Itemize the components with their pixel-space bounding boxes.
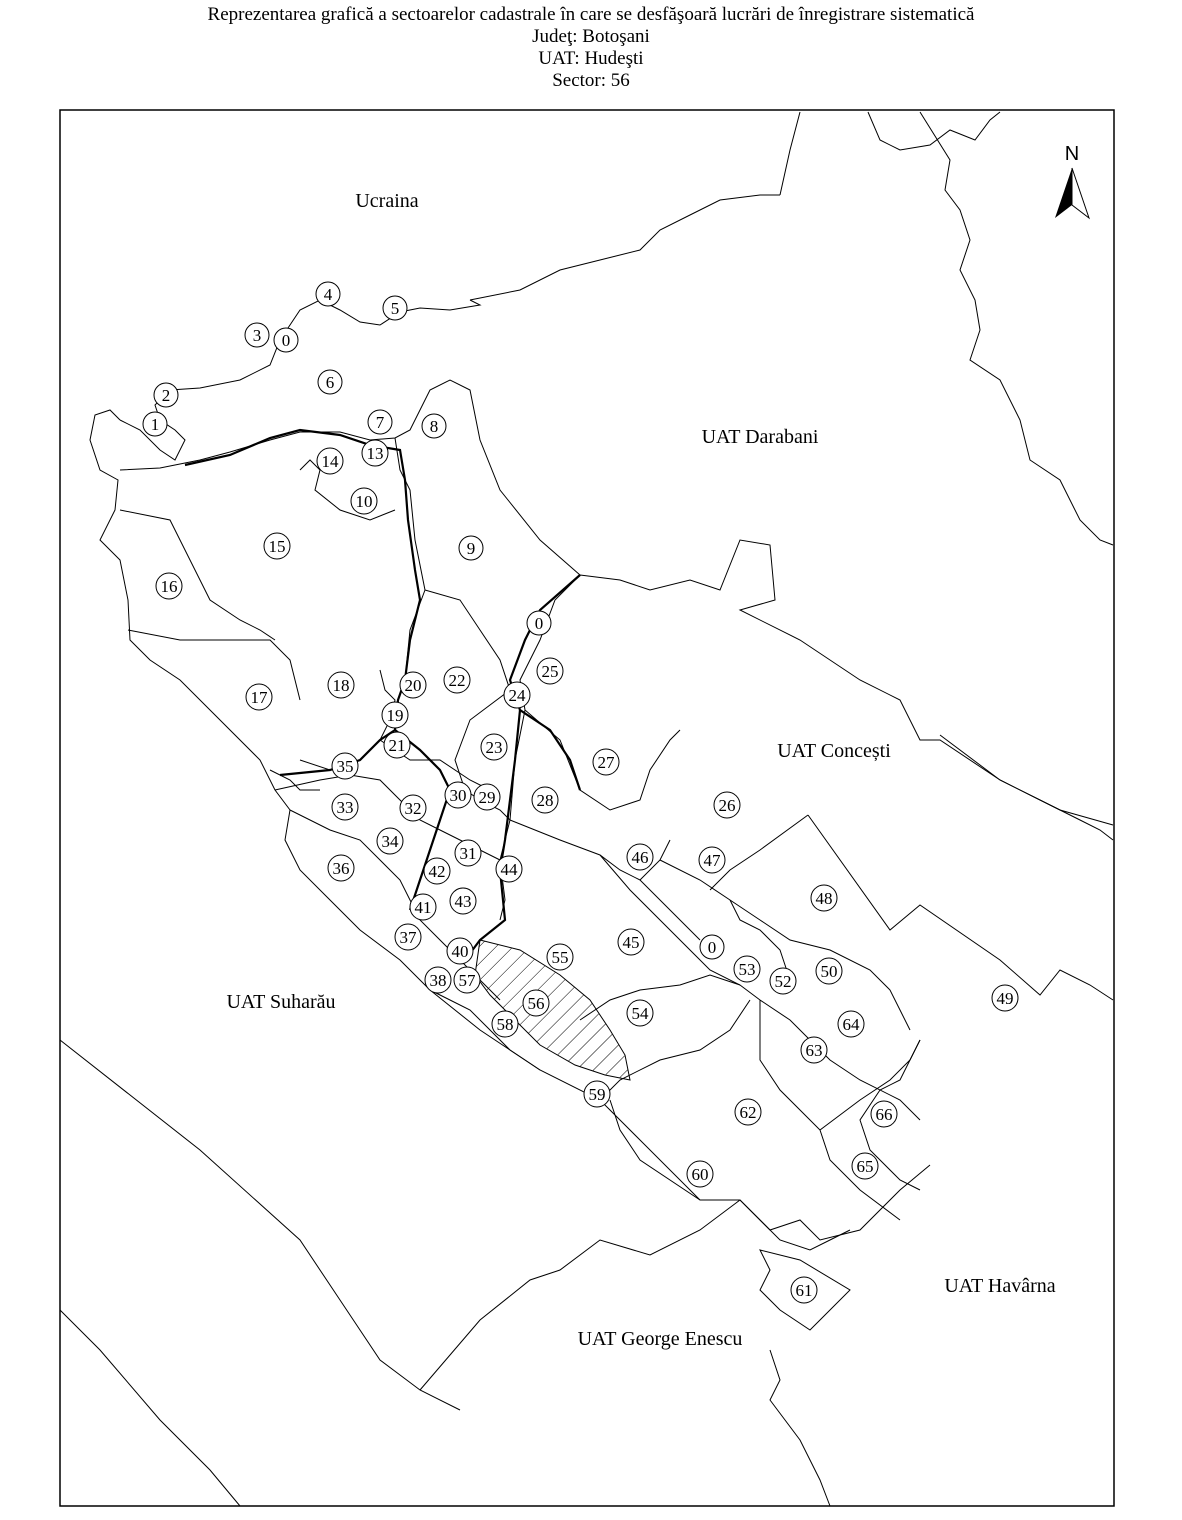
svg-text:8: 8 — [429, 417, 439, 436]
sector-marker[interactable] — [699, 847, 725, 873]
sector-marker[interactable] — [523, 990, 549, 1016]
svg-text:21: 21 — [388, 736, 406, 755]
svg-text:0: 0 — [281, 331, 291, 350]
sector-marker[interactable] — [714, 792, 740, 818]
svg-text:13: 13 — [366, 444, 384, 463]
svg-text:22: 22 — [448, 671, 466, 690]
svg-text:1: 1 — [150, 415, 160, 434]
svg-text:30: 30 — [449, 786, 467, 805]
sector-marker[interactable] — [445, 782, 471, 808]
sector-marker[interactable] — [332, 753, 358, 779]
sector-marker[interactable] — [425, 967, 451, 993]
sector-marker[interactable] — [811, 885, 837, 911]
neighbor-george-enescu: UAT George Enescu — [577, 1328, 743, 1350]
svg-text:65: 65 — [856, 1157, 874, 1176]
neighbor-concesti: UAT Concești — [777, 740, 891, 762]
svg-text:45: 45 — [622, 933, 640, 952]
sector-marker[interactable] — [351, 488, 377, 514]
neighbor-ucraina: Ucraina — [355, 190, 419, 212]
sector-marker[interactable] — [395, 924, 421, 950]
sector-marker[interactable] — [156, 573, 182, 599]
svg-text:35: 35 — [336, 757, 354, 776]
sector-marker[interactable] — [362, 440, 388, 466]
north-label: N — [1064, 143, 1080, 165]
svg-text:60: 60 — [691, 1165, 709, 1184]
svg-text:43: 43 — [454, 892, 472, 911]
sector-marker[interactable] — [332, 794, 358, 820]
svg-text:0: 0 — [534, 614, 544, 633]
svg-text:23: 23 — [485, 738, 503, 757]
sector-marker[interactable] — [318, 370, 342, 394]
sector-marker[interactable] — [400, 795, 426, 821]
sector-marker[interactable] — [459, 536, 483, 560]
sector-marker[interactable] — [274, 328, 298, 352]
sector-marker[interactable] — [455, 840, 481, 866]
sector-marker[interactable] — [532, 787, 558, 813]
svg-text:17: 17 — [250, 688, 268, 707]
sector-marker[interactable] — [447, 938, 473, 964]
svg-text:26: 26 — [718, 796, 736, 815]
svg-text:16: 16 — [160, 577, 178, 596]
sector-marker[interactable] — [246, 684, 272, 710]
sector-marker[interactable] — [734, 956, 760, 982]
svg-text:41: 41 — [414, 898, 432, 917]
svg-text:61: 61 — [795, 1281, 813, 1300]
svg-text:53: 53 — [738, 960, 756, 979]
sector-marker[interactable] — [801, 1037, 827, 1063]
svg-text:7: 7 — [375, 413, 385, 432]
sector-marker[interactable] — [584, 1081, 610, 1107]
sector-marker[interactable] — [450, 888, 476, 914]
svg-text:10: 10 — [355, 492, 373, 511]
svg-text:9: 9 — [466, 539, 476, 558]
svg-text:4: 4 — [323, 285, 333, 304]
svg-text:64: 64 — [842, 1015, 860, 1034]
svg-text:6: 6 — [325, 373, 335, 392]
svg-text:24: 24 — [508, 686, 526, 705]
svg-text:36: 36 — [332, 859, 350, 878]
sector-marker[interactable] — [992, 985, 1018, 1011]
sector-marker[interactable] — [424, 858, 450, 884]
sector-marker[interactable] — [400, 672, 426, 698]
sector-marker[interactable] — [593, 749, 619, 775]
sector-marker[interactable] — [504, 682, 530, 708]
sector-marker[interactable] — [735, 1099, 761, 1125]
sector-marker[interactable] — [700, 935, 724, 959]
sector-marker[interactable] — [474, 784, 500, 810]
sector-marker[interactable] — [871, 1101, 897, 1127]
svg-text:32: 32 — [404, 799, 422, 818]
svg-text:31: 31 — [459, 844, 477, 863]
title-line-1: Reprezentarea grafică a sectoarelor cadastrale în care se desfăşoară lucrări de înregistrare sistematică — [207, 4, 975, 25]
neighbor-darabani: UAT Darabani — [701, 426, 819, 448]
svg-text:52: 52 — [774, 972, 792, 991]
sector-marker[interactable] — [481, 734, 507, 760]
north-arrow-light-half — [1072, 168, 1089, 218]
svg-text:20: 20 — [404, 676, 422, 695]
neighbor-havarna: UAT Havârna — [944, 1275, 1056, 1297]
svg-text:59: 59 — [588, 1085, 606, 1104]
svg-text:3: 3 — [252, 326, 262, 345]
title-line-3: UAT: Hudeşti — [538, 48, 644, 69]
sector-marker[interactable] — [316, 282, 340, 306]
svg-text:50: 50 — [820, 962, 838, 981]
neighbor-suharau: UAT Suharău — [226, 991, 336, 1013]
sector-marker[interactable] — [537, 658, 563, 684]
svg-text:48: 48 — [815, 889, 833, 908]
sector-marker[interactable] — [328, 855, 354, 881]
sector-marker[interactable] — [383, 296, 407, 320]
north-arrow — [1055, 143, 1089, 218]
sector-marker[interactable] — [245, 323, 269, 347]
sector-marker[interactable] — [492, 1011, 518, 1037]
svg-text:15: 15 — [268, 537, 286, 556]
svg-text:18: 18 — [332, 676, 350, 695]
sector-marker[interactable] — [816, 958, 842, 984]
sector-boundaries — [90, 300, 920, 1330]
sector-marker[interactable] — [627, 1000, 653, 1026]
svg-text:19: 19 — [386, 706, 404, 725]
svg-text:63: 63 — [805, 1041, 823, 1060]
sector-marker[interactable] — [384, 732, 410, 758]
svg-text:29: 29 — [478, 788, 496, 807]
sector-marker[interactable] — [770, 968, 796, 994]
sector-marker[interactable] — [410, 894, 436, 920]
svg-text:44: 44 — [500, 860, 518, 879]
title-line-2: Judeţ: Botoşani — [532, 26, 650, 47]
sector-marker[interactable] — [852, 1153, 878, 1179]
svg-text:57: 57 — [458, 971, 476, 990]
svg-text:56: 56 — [527, 994, 545, 1013]
sector-marker[interactable] — [838, 1011, 864, 1037]
sector-marker[interactable] — [496, 856, 522, 882]
sector-marker[interactable] — [368, 410, 392, 434]
svg-text:27: 27 — [597, 753, 615, 772]
svg-text:2: 2 — [161, 386, 171, 405]
svg-text:40: 40 — [451, 942, 469, 961]
svg-text:25: 25 — [541, 662, 559, 681]
north-arrow-dark-half — [1055, 168, 1072, 218]
sector-marker[interactable] — [547, 944, 573, 970]
sector-marker[interactable] — [527, 611, 551, 635]
svg-text:38: 38 — [429, 971, 447, 990]
sector-marker[interactable] — [444, 667, 470, 693]
svg-text:37: 37 — [399, 928, 417, 947]
sector-marker[interactable] — [154, 383, 178, 407]
svg-text:66: 66 — [875, 1105, 893, 1124]
sector-marker[interactable] — [791, 1277, 817, 1303]
sector-marker[interactable] — [382, 702, 408, 728]
sector-marker[interactable] — [618, 929, 644, 955]
svg-text:14: 14 — [321, 452, 339, 471]
svg-text:54: 54 — [631, 1004, 649, 1023]
svg-text:42: 42 — [428, 862, 446, 881]
sector-labels — [143, 282, 1018, 1303]
svg-text:33: 33 — [336, 798, 354, 817]
svg-text:58: 58 — [496, 1015, 514, 1034]
sector-marker[interactable] — [377, 828, 403, 854]
sector-marker[interactable] — [264, 533, 290, 559]
svg-text:49: 49 — [996, 989, 1014, 1008]
sector-marker[interactable] — [454, 967, 480, 993]
svg-text:55: 55 — [551, 948, 569, 967]
svg-text:46: 46 — [631, 848, 649, 867]
sector-marker[interactable] — [328, 672, 354, 698]
svg-text:0: 0 — [707, 938, 717, 957]
sector-marker[interactable] — [422, 414, 446, 438]
sector-marker[interactable] — [687, 1161, 713, 1187]
sector-marker[interactable] — [143, 412, 167, 436]
svg-text:34: 34 — [381, 832, 399, 851]
sector-marker[interactable] — [627, 844, 653, 870]
sector-marker[interactable] — [317, 448, 343, 474]
svg-text:5: 5 — [390, 299, 400, 318]
svg-text:62: 62 — [739, 1103, 757, 1122]
title-line-4: Sector: 56 — [552, 70, 630, 91]
svg-text:28: 28 — [536, 791, 554, 810]
svg-text:47: 47 — [703, 851, 721, 870]
